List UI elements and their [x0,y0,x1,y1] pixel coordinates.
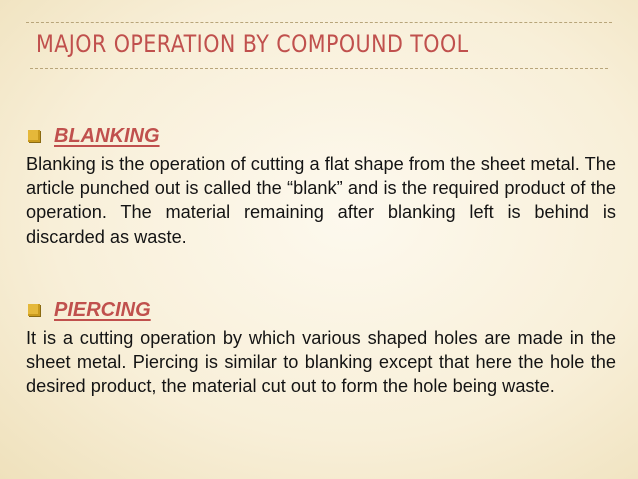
section-heading [26,294,616,326]
section-paragraph: Blanking is the operation of cutting a flat shape from the sheet metal. The article punched out is called the “blank” and is the required product of the operation. The material remaining after blanking left is behind is discarded as waste. [26,154,616,247]
title-divider [30,68,608,69]
section-heading-label: BLANKING [54,124,160,147]
section-heading-label: PIERCING [54,298,151,321]
slide-title: MAJOR OPERATION BY COMPOUND TOOL [36,30,469,58]
top-divider [26,22,612,23]
square-bullet-icon [28,130,40,142]
section-paragraph: It is a cutting operation by which various shaped holes are made in the sheet metal. Piercing is similar to blanking except that here the hole the desired product, the material cut out to form the hole being waste. [26,328,616,397]
section-blanking [26,120,616,249]
section-piercing [26,294,616,399]
square-bullet-icon [28,304,40,316]
section-heading [26,120,616,152]
